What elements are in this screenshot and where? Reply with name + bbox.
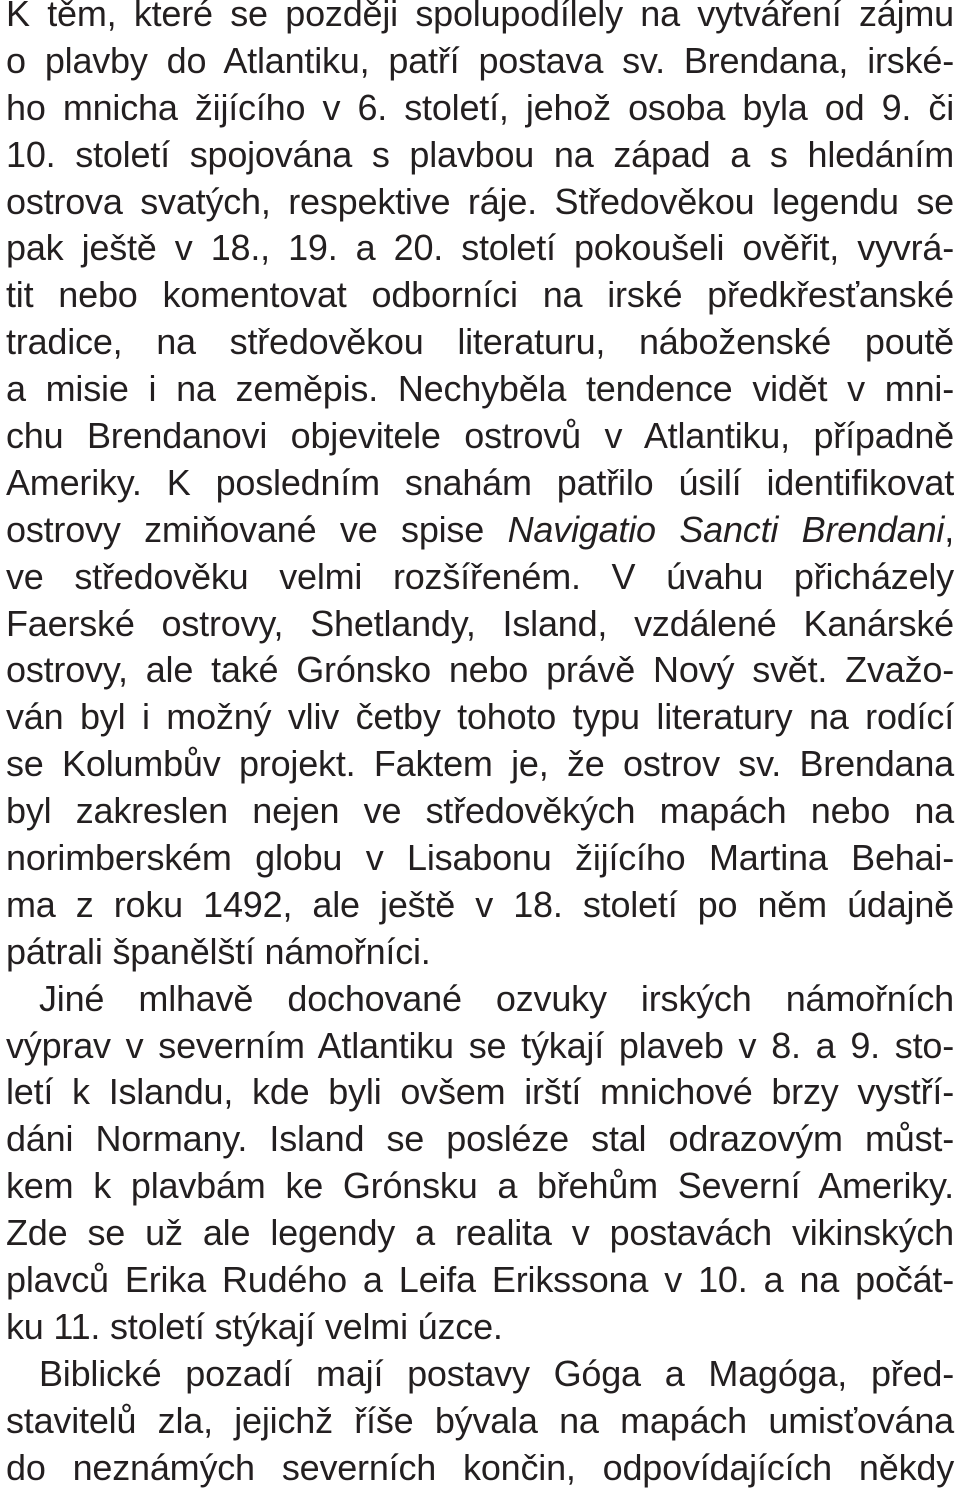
text-segment: , [944, 508, 954, 550]
text-line: stavitelů zla, jejichž říše bývala na mapách umisťována [6, 1399, 954, 1441]
text-line: byl zakreslen nejen ve středověkých mapách nebo na [6, 790, 954, 832]
text-line: Ameriky. K posledním snahám patřilo úsilí identifikovat [6, 461, 954, 503]
text-line: výprav v severním Atlantiku se týkají plaveb v 8. a 9. sto- [6, 1024, 954, 1066]
text-line: a misie i na zeměpis. Nechyběla tendence vidět v mni- [6, 368, 954, 410]
text-line: dáni Normany. Island se posléze stal odrazovým můst- [6, 1118, 954, 1160]
text-line: ván byl i možný vliv četby tohoto typu literatury na rodící [6, 696, 954, 738]
text-line: pak ještě v 18., 19. a 20. století pokoušeli ověřit, vyvrá- [6, 227, 954, 269]
text-line: ostrovy, ale také Grónsko nebo právě Nový svět. Zvažo- [6, 649, 954, 691]
text-line: kem k plavbám ke Grónsku a břehům Severní Ameriky. [6, 1165, 954, 1207]
paragraph-viking-voyages [6, 976, 954, 1351]
text-line: norimberském globu v Lisabonu žijícího Martina Behai- [6, 837, 954, 879]
text-line: tit nebo komentovat odborníci na irské předkřesťanské [6, 274, 954, 316]
text-segment: ostrovy zmiňované ve spise [6, 508, 508, 550]
text-line: Jiné mlhavě dochované ozvuky irských námořních [39, 977, 954, 1019]
text-line-with-title [6, 507, 954, 554]
text-line: do neznámých severních končin, odpovídajících někdy [6, 1446, 954, 1488]
text-line: letí k Islandu, kde byli ovšem irští mnichové brzy vystří- [6, 1071, 954, 1113]
text-line: ho mnicha žijícího v 6. století, jehož osoba byla od 9. či [6, 86, 954, 128]
text-line: ma z roku 1492, ale ještě v 18. století po něm údajně [6, 883, 954, 925]
paragraph-brendan [6, 0, 954, 976]
text-line: K těm, které se později spolupodílely na vytváření zájmu [6, 0, 954, 34]
text-line: Biblické pozadí mají postavy Góga a Magóga, před- [39, 1352, 954, 1394]
document-page [6, 0, 954, 1492]
text-line: ostrova svatých, respektive ráje. Středověkou legendu se [6, 180, 954, 222]
text-line: plavců Erika Rudého a Leifa Erikssona v 10. a na počát- [6, 1259, 954, 1301]
text-line: ku 11. století stýkají velmi úzce. [6, 1305, 503, 1347]
book-title-italic: Navigatio Sancti Brendani [507, 508, 945, 550]
text-line: Zde se už ale legendy a realita v postavách vikinských [6, 1212, 954, 1254]
text-line: o plavby do Atlantiku, patří postava sv. Brendana, irské- [6, 39, 954, 81]
paragraph-gog-magog [6, 1351, 954, 1492]
text-line: 10. století spojována s plavbou na západ a s hledáním [6, 133, 954, 175]
text-line: Faerské ostrovy, Shetlandy, Island, vzdálené Kanárské [6, 602, 954, 644]
text-line: se Kolumbův projekt. Faktem je, že ostrov sv. Brendana [6, 743, 954, 785]
text-line: chu Brendanovi objevitele ostrovů v Atlantiku, případně [6, 415, 954, 457]
text-line: ve středověku velmi rozšířeném. V úvahu přicházely [6, 555, 954, 597]
text-line: pátrali španělští námořníci. [6, 930, 431, 972]
text-line: tradice, na středověkou literaturu, náboženské poutě [6, 321, 954, 363]
